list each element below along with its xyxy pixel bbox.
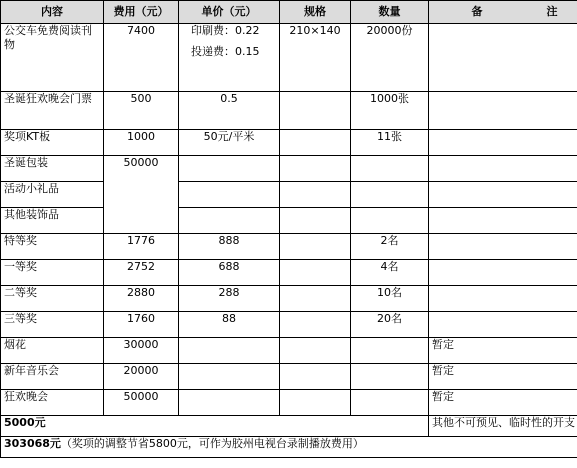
cell-cost: 2880 [104,286,179,312]
cell-unit-price [179,208,280,234]
cell-unit-price [179,338,280,364]
cell-content: 圣诞包装 [1,156,104,182]
table-row [1,312,577,338]
price-print: 印刷费：0.22 [191,24,260,37]
cell-unit-price: 88 [179,312,280,338]
cell-spec [280,130,351,156]
cell-remark [429,260,577,286]
cell-content: 烟花 [1,338,104,364]
cell-content: 特等奖 [1,234,104,260]
cell-cost: 1000 [104,130,179,156]
cell-remark: 暂定 [429,364,577,390]
total-amount: 303068元 [4,437,61,450]
cell-quantity [351,208,429,234]
cell-remark: 暂定 [429,338,577,364]
cell-unit-price [179,156,280,182]
cell-quantity: 11张 [351,130,429,156]
cell-remark [429,92,577,130]
cell-spec [280,208,351,234]
table-row [1,130,577,156]
cell-quantity: 1000张 [351,92,429,130]
table-row [1,24,577,92]
cell-cost: 1776 [104,234,179,260]
price-delivery: 投递费：0.15 [191,45,260,58]
cell-content: 三等奖 [1,312,104,338]
cell-cost: 1760 [104,312,179,338]
contingency-remark: 其他不可预见、临时性的开支 [429,416,577,437]
header-unit-price: 单价（元） [179,1,280,24]
cell-quantity [351,338,429,364]
table-row [1,234,577,260]
cell-content: 圣诞狂欢晚会门票 [1,92,104,130]
cell-unit-price [179,390,280,416]
cell-unit-price: 888 [179,234,280,260]
cell-unit-price: 50元/平米 [179,130,280,156]
table-row [1,208,577,234]
cell-content: 新年音乐会 [1,364,104,390]
header-content: 内容 [1,1,104,24]
cell-cost: 7400 [104,24,179,92]
cell-remark [429,234,577,260]
cell-cost: 20000 [104,364,179,390]
contingency-row [1,416,577,437]
cell-unit-price [179,182,280,208]
cell-cost: 30000 [104,338,179,364]
table-row [1,92,577,130]
header-quantity: 数量 [351,1,429,24]
cell-unit-price: 0.5 [179,92,280,130]
cell-spec [280,286,351,312]
cell-quantity: 10名 [351,286,429,312]
cell-content: 其他装饰品 [1,208,104,234]
cell-quantity: 20000份 [351,24,429,92]
cell-remark [429,208,577,234]
cell-remark [429,182,577,208]
cell-quantity [351,364,429,390]
cell-content: 奖项KT板 [1,130,104,156]
table-row [1,286,577,312]
cell-spec [280,92,351,130]
total-row [1,437,577,458]
cell-content: 活动小礼品 [1,182,104,208]
cell-remark [429,24,577,92]
cell-spec [280,156,351,182]
table-row [1,156,577,182]
cell-cost: 50000 [104,390,179,416]
cell-quantity: 20名 [351,312,429,338]
cell-remark [429,156,577,182]
table-row [1,260,577,286]
header-remark [429,1,577,24]
total-cell [1,437,577,458]
cell-spec [280,364,351,390]
cell-quantity: 2名 [351,234,429,260]
cell-unit-price [179,24,280,92]
header-spec: 规格 [280,1,351,24]
header-remark-right: 注 [546,5,558,18]
table-row [1,364,577,390]
cell-quantity [351,390,429,416]
cell-unit-price: 288 [179,286,280,312]
cell-content: 公交车免费阅读刊物 [1,24,104,92]
cell-spec [280,338,351,364]
total-note: （奖项的调整节省5800元，可作为胶州电视台录制播放费用） [60,437,364,450]
cell-cost-group: 50000 [104,156,179,234]
cell-spec [280,182,351,208]
cell-quantity [351,182,429,208]
cell-cost: 500 [104,92,179,130]
cell-quantity: 4名 [351,260,429,286]
cell-cost: 2752 [104,260,179,286]
cell-remark [429,286,577,312]
cell-spec [280,260,351,286]
cell-remark [429,312,577,338]
cell-spec [280,234,351,260]
cell-quantity [351,156,429,182]
cell-spec [280,312,351,338]
cell-content: 狂欢晚会 [1,390,104,416]
table-row [1,390,577,416]
contingency-amount: 5000元 [1,416,429,437]
cell-spec [280,390,351,416]
header-remark-left: 备 [471,5,483,18]
cell-remark: 暂定 [429,390,577,416]
cell-spec: 210×140 [280,24,351,92]
header-cost: 费用（元） [104,1,179,24]
cell-remark [429,130,577,156]
cell-content: 一等奖 [1,260,104,286]
cell-unit-price: 688 [179,260,280,286]
cell-content: 二等奖 [1,286,104,312]
header-row [1,1,577,24]
cell-unit-price [179,364,280,390]
table-row [1,182,577,208]
table-row [1,338,577,364]
